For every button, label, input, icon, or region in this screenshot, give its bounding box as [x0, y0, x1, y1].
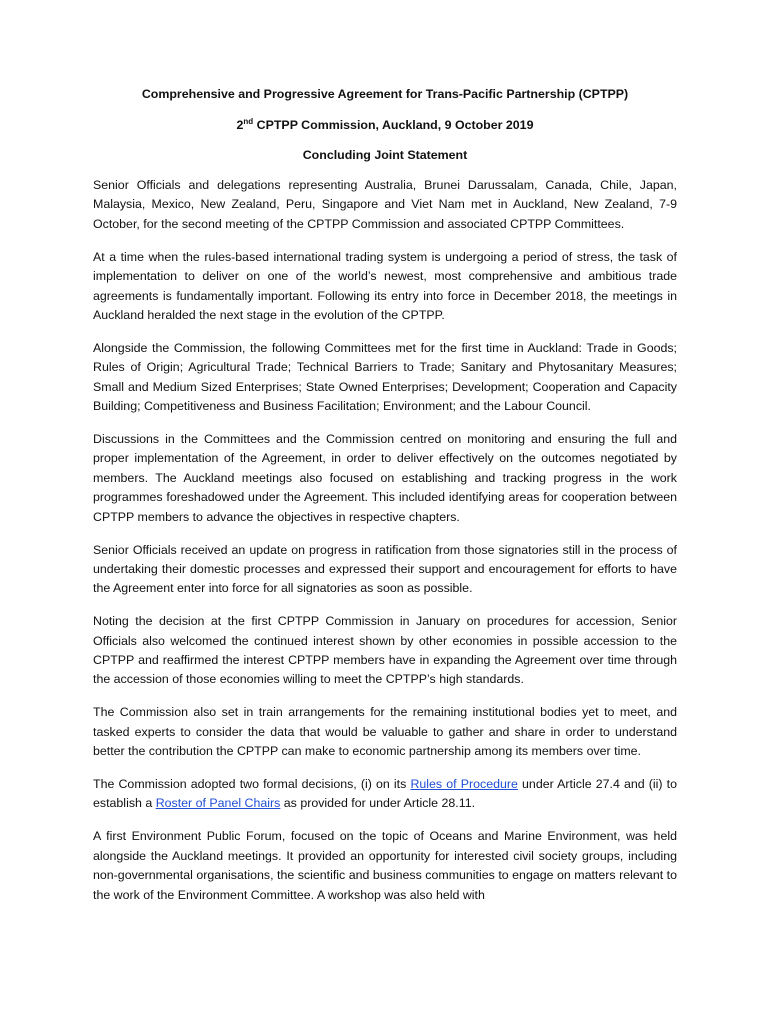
paragraph-context: At a time when the rules-based international trading system is undergoing a period of stress, the task of implementation to deliver on one of the world’s newest, most comprehensive and ambitious trade agreements is fundamentally important. Following its entry into force in December 2018, the meetings in Auckland heralded the next stage in the evolution of the CPTPP. [93, 249, 677, 322]
subtitle-rest: CPTPP Commission, Auckland, 9 October 2019 [253, 118, 534, 132]
rules-of-procedure-link[interactable]: Rules of Procedure [410, 777, 518, 792]
paragraph-decisions [93, 775, 677, 814]
statement-title: Concluding Joint Statement [302, 148, 468, 162]
document-subtitle [93, 117, 677, 134]
decisions-text-3: as provided for under Article 28.11. [280, 796, 476, 811]
subtitle-ordinal: 2 [236, 118, 244, 132]
decisions-text-1: The Commission adopted two formal decisions, (i) on its [93, 777, 411, 792]
paragraph-environment-forum: A first Environment Public Forum, focused on the topic of Oceans and Marine Environment, was held alongside the Auckland meetings. It provided an opportunity for interested civil society groups, including non-governmental organisations, the scientific and business communities to engage on matters relevant to the work of the Environment Committee. A workshop was also held with [93, 829, 677, 902]
paragraph-committees: Alongside the Commission, the following Committees met for the first time in Auckland: Trade in Goods; Rules of Origin; Agricultural Trade; Technical Barriers to Trade; Sanitary and Phytosanitary Measures; Small and Medium Sized Enterprises; State Owned Enterprises; Development; Cooperation and Capacity Building; Competitiveness and Business Facilitation; Environment; and the Labour Council. [93, 340, 677, 414]
document-title: Comprehensive and Progressive Agreement for Trans-Pacific Partnership (CPTPP) [141, 87, 629, 101]
decisions-text-2: under Article 27.4 and (ii) to establish a [93, 777, 677, 811]
subtitle-ordinal-suffix: nd [243, 116, 254, 126]
roster-of-panel-chairs-link[interactable]: Roster of Panel Chairs [155, 796, 281, 811]
paragraph-accession: Noting the decision at the first CPTPP Commission in January on procedures for accession, Senior Officials also welcomed the continued interest shown by other economies in possible accession to the CPTPP and reaffirmed the interest CPTPP members have in expanding the Agreement over time through the accession of those economies willing to meet the CPTPP’s high standards. [93, 614, 677, 687]
paragraph-institutional-bodies: The Commission also set in train arrangements for the remaining institutional bodies yet to meet, and tasked experts to consider the data that would be valuable to gather and share in order to understand better the contribution the CPTPP can make to economic partnership among its members over time. [93, 705, 677, 759]
paragraph-discussions: Discussions in the Committees and the Commission centred on monitoring and ensuring the full and proper implementation of the Agreement, in order to deliver effectively on the outcomes negotiated by members. The Auckland meetings also focused on establishing and tracking progress in the work programmes foreshadowed under the Agreement. This included identifying areas for cooperation between CPTPP members to advance the objectives in respective chapters. [93, 431, 677, 524]
paragraph-attendance: Senior Officials and delegations representing Australia, Brunei Darussalam, Canada, Chile, Japan, Malaysia, Mexico, New Zealand, Peru, Singapore and Viet Nam met in Auckland, New Zealand, 7-9 October, for the second meeting of the CPTPP Commission and associated CPTPP Committees. [93, 178, 677, 231]
paragraph-ratification: Senior Officials received an update on progress in ratification from those signatories still in the process of undertaking their domestic processes and expressed their support and encouragement for efforts to have the Agreement enter into force for all signatories as soon as possible. [93, 542, 677, 596]
